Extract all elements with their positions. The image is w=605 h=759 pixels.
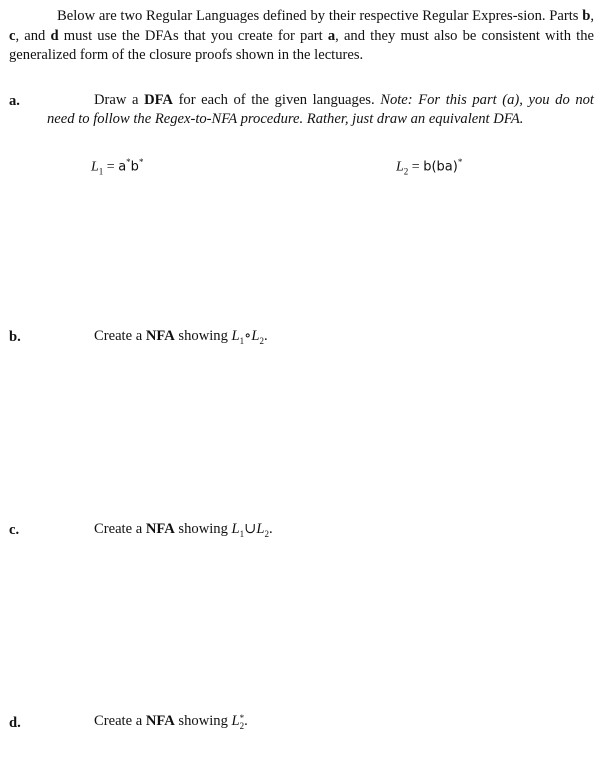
- intro-bold-d: d: [50, 27, 59, 44]
- intro-bold-c: c: [9, 27, 16, 44]
- union-operator: ∪: [244, 521, 257, 537]
- part-a-note: Note: For this part (a), you do not need to follow the Regex-to-NFA procedure. Rather, just draw an equivalent DFA.: [47, 92, 594, 127]
- language-l1: [91, 157, 143, 176]
- l2-subscript: 2: [403, 166, 409, 177]
- part-d-l2: L: [231, 713, 240, 729]
- part-b-l1: L: [231, 328, 240, 344]
- part-c-l1: L: [231, 521, 240, 537]
- part-d-pre: Create a: [94, 713, 146, 729]
- part-c-sub1: 1: [239, 528, 245, 539]
- part-b-l2: L: [251, 328, 260, 344]
- part-d-instruction: [94, 713, 248, 730]
- part-c-l2: L: [256, 521, 265, 537]
- l1-regex-a: a: [118, 159, 127, 175]
- l1-star-1: *: [126, 157, 131, 167]
- l1-symbol: L: [91, 159, 99, 175]
- part-d-period: .: [244, 713, 248, 729]
- l1-equals: =: [103, 159, 119, 175]
- intro-text-3: , and they must also be consistent with the generalized form of the closure proofs shown in the lectures.: [9, 27, 594, 63]
- part-b-sub2: 2: [259, 335, 264, 346]
- language-l2: [396, 157, 462, 176]
- part-b-pre: Create a: [94, 328, 146, 344]
- l1-regex-b: b: [130, 159, 139, 175]
- part-d-label: d.: [9, 715, 21, 731]
- l2-star: *: [457, 157, 463, 167]
- part-b-sub1: 1: [239, 335, 245, 346]
- kleene-star: *: [239, 712, 245, 723]
- part-c-post: showing: [174, 521, 232, 537]
- part-c-pre: Create a: [94, 521, 146, 537]
- intro-bold-b: b: [582, 8, 591, 24]
- intro-text-1: Below are two Regular Languages defined by their respective Regular Expres-sion. Parts: [57, 8, 583, 24]
- part-b-period: .: [263, 328, 268, 344]
- l1-subscript: 1: [98, 166, 104, 177]
- l2-symbol: L: [396, 159, 404, 175]
- part-b-nfa-bold: NFA: [145, 328, 175, 344]
- part-b-instruction: [94, 327, 268, 346]
- l2-regex: b(ba): [423, 159, 458, 175]
- part-c-label: c.: [9, 522, 20, 538]
- part-b-label: b.: [9, 329, 21, 345]
- part-c-nfa-bold: NFA: [145, 521, 175, 537]
- l1-star-2: *: [138, 157, 144, 167]
- part-c-sub2: 2: [264, 528, 270, 539]
- intro-comma: ,: [590, 8, 594, 24]
- concat-operator: ∘: [244, 328, 252, 344]
- intro-bold-a: a: [327, 27, 336, 44]
- part-a-label: a.: [9, 93, 20, 109]
- part-b-post: showing: [174, 328, 232, 344]
- part-a-dfa-bold: DFA: [144, 92, 173, 108]
- intro-paragraph: [9, 7, 594, 66]
- part-a-pre: Draw a: [94, 92, 145, 108]
- intro-and: , and: [15, 27, 51, 44]
- part-a-instruction: [47, 91, 594, 129]
- l2-equals: =: [408, 159, 424, 175]
- part-a-post: for each of the given languages.: [172, 92, 381, 108]
- part-d-post: showing: [174, 713, 232, 729]
- part-c-instruction: [94, 520, 273, 539]
- part-c-period: .: [269, 521, 273, 537]
- part-d-nfa-bold: NFA: [145, 713, 175, 729]
- part-d-sub2: 2: [239, 720, 245, 731]
- intro-text-2: must use the DFAs that you create for part: [58, 27, 328, 44]
